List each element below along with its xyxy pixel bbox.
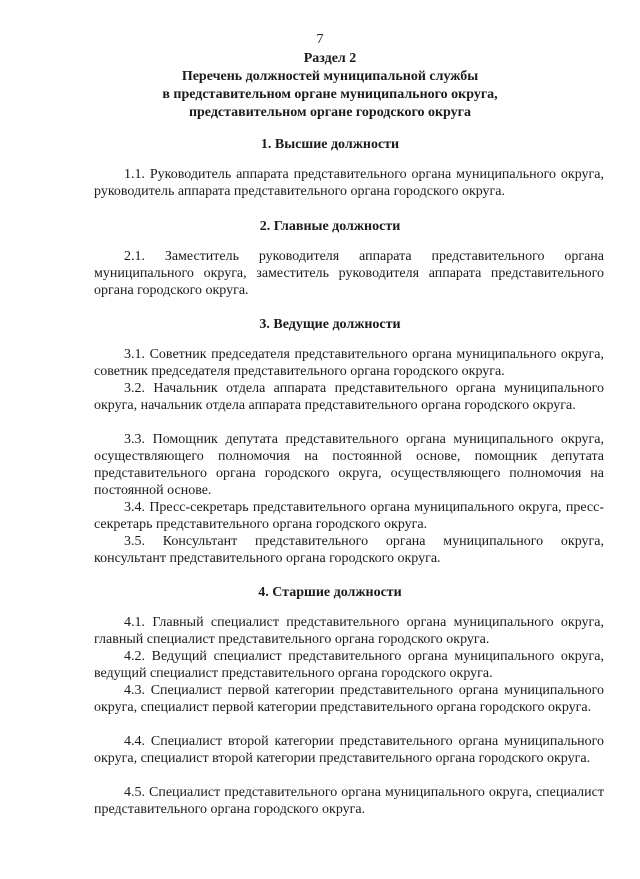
document-heading bbox=[60, 50, 600, 122]
list-item: 3.5. Консультант представительного органа муниципального округа, консультант представительного органа городского округа. bbox=[94, 534, 604, 566]
list-item: 4.2. Ведущий специалист представительного органа муниципального округа, ведущий специалист представительного органа городского округа. bbox=[94, 649, 604, 681]
list-item: 3.1. Советник председателя представительного органа муниципального округа, советник председателя представительного органа городского округа. bbox=[94, 347, 604, 379]
section-label: Раздел 2 bbox=[303, 51, 357, 66]
section-title: 3. Ведущие должности bbox=[259, 317, 401, 332]
title-line: Перечень должностей муниципальной службы bbox=[181, 69, 479, 84]
list-item: 2.1. Заместитель руководителя аппарата представительного органа муниципального округа, заместитель руководителя аппарата представительного органа городского округа. bbox=[94, 249, 604, 298]
list-item: 4.4. Специалист второй категории представительного органа муниципального округа, специалист второй категории представительного органа городского округа. bbox=[94, 734, 604, 766]
list-item: 3.4. Пресс-секретарь представительного органа муниципального округа, пресс-секретарь представительного органа городского округа. bbox=[94, 500, 604, 532]
list-item: 3.3. Помощник депутата представительного органа муниципального округа, осуществляющего полномочия на постоянной основе, помощник депутата представительного органа городского округа, осуществляющего полномочия на постоянной основе. bbox=[94, 432, 604, 498]
section-title: 4. Старшие должности bbox=[258, 585, 402, 600]
section-title: 1. Высшие должности bbox=[260, 137, 400, 152]
list-item: 3.2. Начальник отдела аппарата представительного органа муниципального округа, начальник отдела аппарата представительного органа городского округа. bbox=[94, 381, 604, 413]
list-item: 4.3. Специалист первой категории представительного органа муниципального округа, специалист первой категории представительного органа городского округа. bbox=[94, 683, 604, 715]
list-item: 4.1. Главный специалист представительного органа муниципального округа, главный специалист представительного органа городского округа. bbox=[94, 615, 604, 647]
title-line: в представительном органе муниципального округа, bbox=[162, 87, 498, 102]
list-item: 4.5. Специалист представительного органа муниципального округа, специалист представительного органа городского округа. bbox=[94, 785, 604, 817]
list-item: 1.1. Руководитель аппарата представительного органа муниципального округа, руководитель аппарата представительного органа городского округа. bbox=[94, 167, 604, 199]
title-line: представительном органе городского округа bbox=[188, 105, 472, 120]
page-number: 7 bbox=[316, 32, 324, 47]
section-title: 2. Главные должности bbox=[259, 219, 401, 234]
